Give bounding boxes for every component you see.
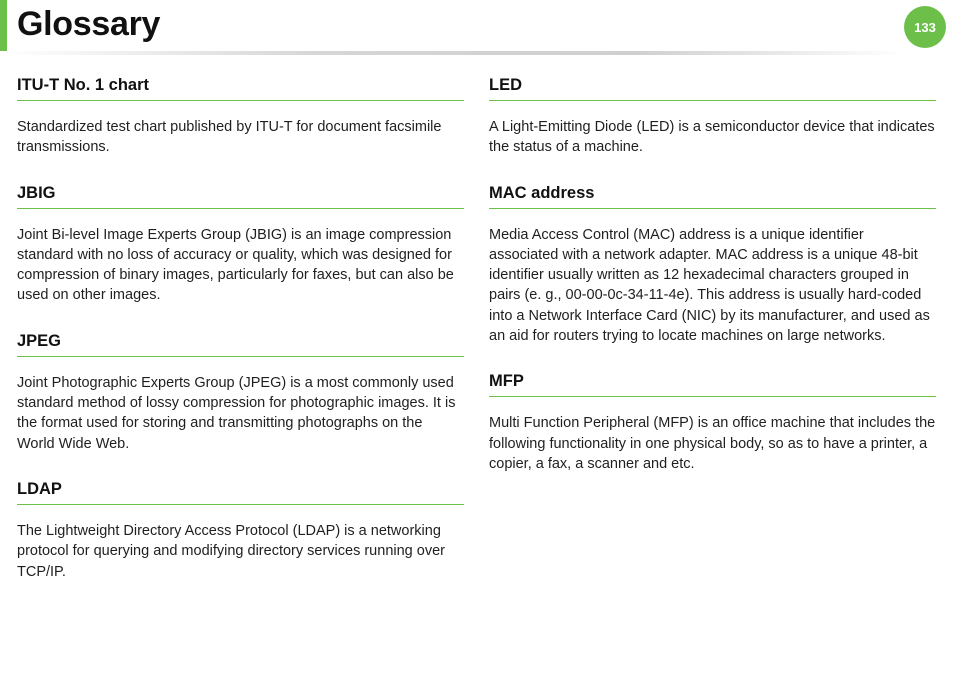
glossary-definition: A Light-Emitting Diode (LED) is a semiconductor device that indicates the status of a machine. xyxy=(489,119,935,156)
glossary-entry-jbig xyxy=(17,180,464,306)
glossary-term: MFP xyxy=(489,368,936,397)
glossary-definition: Joint Bi-level Image Experts Group (JBIG) is an image compression standard with no loss of accuracy or quality, which was designed for compression of binary images, particularly for faxes, but can also be used on other images. xyxy=(17,226,454,304)
glossary-term: LDAP xyxy=(17,476,464,505)
title-underline xyxy=(0,51,905,55)
page-number-badge: 133 xyxy=(904,6,946,48)
glossary-definition: Multi Function Peripheral (MFP) is an office machine that includes the following functionality in one physical body, so as to have a printer, a copier, a fax, a scanner and etc. xyxy=(489,415,936,472)
glossary-entry-mac-address xyxy=(489,180,936,347)
title-accent-bar xyxy=(0,0,7,51)
page-title: Glossary xyxy=(17,5,161,43)
glossary-definition: Joint Photographic Experts Group (JPEG) is a most commonly used standard method of lossy compression for photographic images. It is the format used for storing and transmitting photographs on the World Wide Web. xyxy=(17,374,456,452)
glossary-term: LED xyxy=(489,72,936,101)
glossary-right-column xyxy=(489,72,936,496)
glossary-term: ITU-T No. 1 chart xyxy=(17,72,464,101)
glossary-entry-ldap xyxy=(17,476,464,582)
glossary-definition: The Lightweight Directory Access Protocol (LDAP) is a networking protocol for querying and modifying directory services running over TCP/IP. xyxy=(17,522,445,580)
glossary-term: JBIG xyxy=(17,180,464,209)
glossary-entry-itu-t xyxy=(17,72,464,158)
glossary-entry-jpeg xyxy=(17,328,464,454)
glossary-entry-mfp xyxy=(489,368,936,474)
glossary-term: MAC address xyxy=(489,180,936,209)
glossary-definition: Media Access Control (MAC) address is a unique identifier associated with a network adapter. MAC address is a unique 48-bit identifier usually written as 12 hexadecimal characters grouped in pairs (e. g., 00-00-0c-34-11-4e). This address is usually hard-coded into a Network Interface Card (NIC) by its manufacturer, and used as an aid for routers trying to locate machines on large networks. xyxy=(489,226,930,345)
glossary-term: JPEG xyxy=(17,328,464,357)
glossary-left-column xyxy=(17,72,464,604)
glossary-entry-led xyxy=(489,72,936,158)
glossary-definition: Standardized test chart published by ITU-T for document facsimile transmissions. xyxy=(17,119,442,156)
